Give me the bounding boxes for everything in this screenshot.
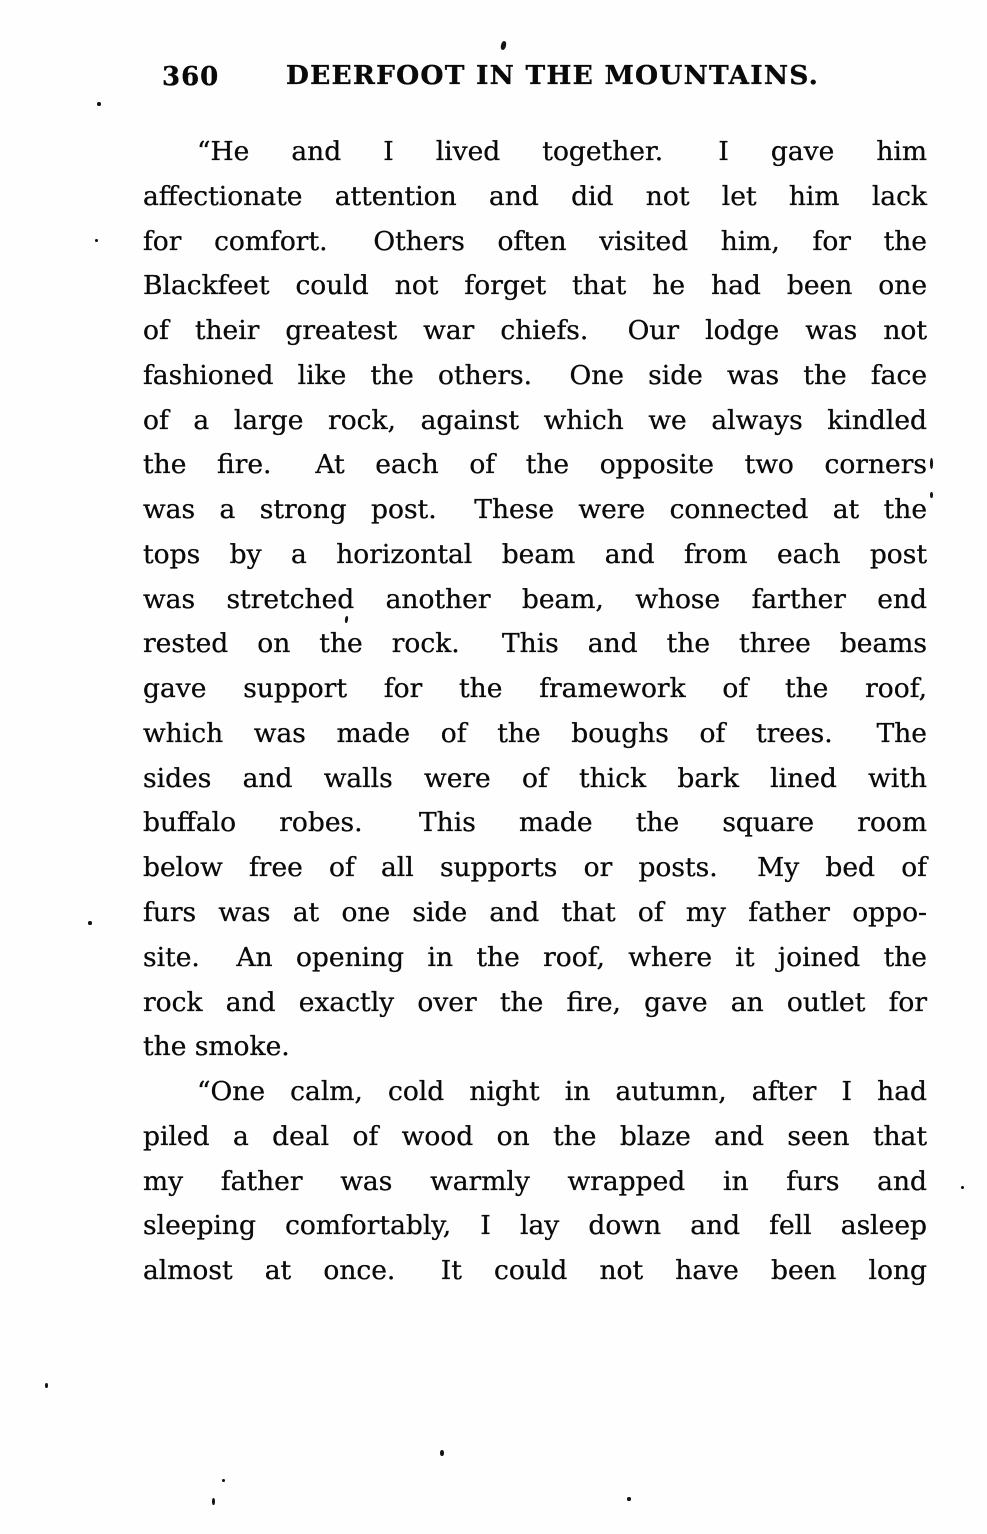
text-line: piled a deal of wood on the blaze and seen that	[143, 1120, 927, 1152]
text-line: was stretched another beam, whose farther end	[143, 583, 927, 615]
paragraph	[143, 130, 927, 1070]
scan-speck	[222, 1479, 225, 1482]
text-line: affectionate attention and did not let him lack	[143, 180, 927, 212]
text-line: below free of all supports or posts. My bed of	[143, 852, 927, 884]
scan-speck	[930, 458, 933, 469]
text-line: “He and I lived together. I gave him	[197, 136, 927, 167]
text-line: rested on the rock. This and the three beams	[143, 628, 927, 660]
text-line: site. An opening in the roof, where it joined the	[143, 941, 927, 973]
scan-speck	[500, 41, 507, 51]
text-line: sides and walls were of thick bark lined with	[143, 762, 927, 794]
text-line: for comfort. Others often visited him, for the	[143, 225, 927, 257]
page-header	[0, 60, 987, 96]
text-line: tops by a horizontal beam and from each post	[143, 538, 927, 570]
text-line: sleeping comfortably, I lay down and fell asleep	[143, 1210, 927, 1242]
text-line: gave support for the framework of the roof,	[143, 673, 927, 705]
page-text	[143, 130, 927, 1294]
scan-speck	[440, 1450, 444, 1456]
scan-speck	[930, 492, 933, 498]
text-line: buffalo robes. This made the square room	[143, 807, 927, 839]
running-title: DEERFOOT IN THE MOUNTAINS.	[285, 60, 820, 91]
paragraph	[143, 1070, 927, 1294]
text-line: the fire. At each of the opposite two corners	[143, 449, 927, 481]
page-number: 360	[162, 62, 220, 92]
scan-speck	[627, 1497, 631, 1501]
text-line: of their greatest war chiefs. Our lodge was not	[143, 315, 927, 347]
text-line: my father was warmly wrapped in furs and	[143, 1165, 927, 1197]
text-line: was a strong post. These were connected at the	[143, 494, 927, 526]
scan-speck	[45, 1383, 48, 1388]
scan-speck	[97, 102, 101, 106]
text-line: furs was at one side and that of my father oppo-	[143, 897, 927, 929]
scan-speck	[212, 1498, 215, 1505]
scan-speck	[95, 239, 98, 242]
text-line: rock and exactly over the fire, gave an outlet for	[143, 986, 927, 1018]
text-line: the smoke.	[143, 1031, 290, 1063]
text-line: fashioned like the others. One side was the face	[143, 359, 927, 391]
text-line: which was made of the boughs of trees. The	[143, 717, 927, 749]
text-line: Blackfeet could not forget that he had been one	[143, 270, 927, 302]
scan-speck	[88, 921, 92, 925]
text-line: “One calm, cold night in autumn, after I had	[197, 1076, 927, 1108]
scan-speck	[961, 1186, 964, 1189]
text-line: of a large rock, against which we always kindled	[143, 404, 927, 436]
text-line: almost at once. It could not have been long	[143, 1255, 927, 1287]
